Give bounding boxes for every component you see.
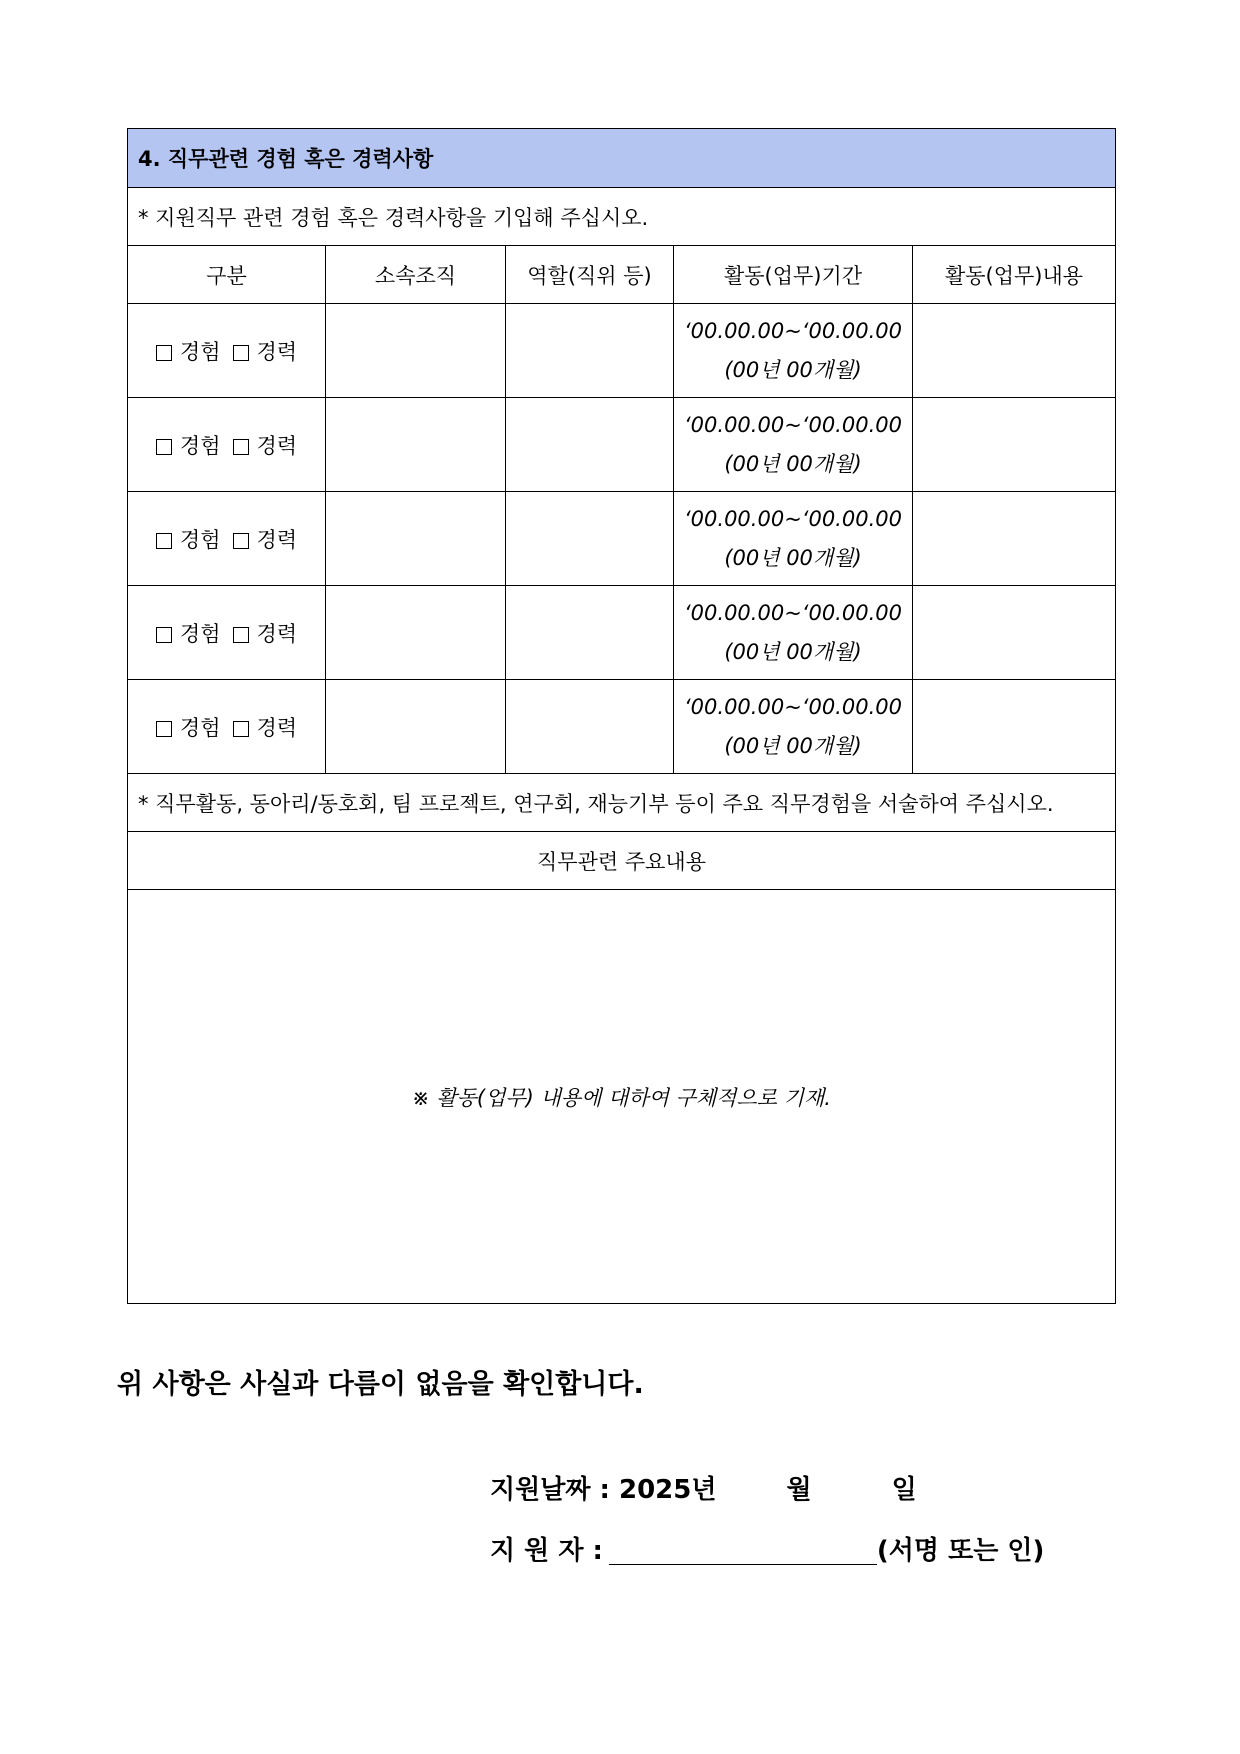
career-label: 경력 [256,527,298,552]
column-header-row [128,246,1116,304]
column-header-role: 역할(직위 등) [506,246,674,304]
period-cell[interactable] [674,492,913,586]
signature-field[interactable] [609,1536,877,1565]
experience-checkbox[interactable] [156,627,172,643]
applicant-signature-line [490,1530,1044,1567]
column-header-organization: 소속조직 [326,246,506,304]
career-label: 경력 [256,339,298,364]
period-duration: (00년 00개월) [724,733,862,758]
period-cell[interactable] [674,680,913,774]
column-header-type: 구분 [128,246,326,304]
confirmation-statement: 위 사항은 사실과 다름이 없음을 확인합니다. [117,1369,644,1400]
summary-placeholder: ※ 활동(업무) 내용에 대하여 구체적으로 기재. [412,1085,831,1110]
experience-label: 경험 [179,715,221,740]
organization-cell[interactable] [326,586,506,680]
period-range: ‘00.00.00~‘00.00.00 [684,506,902,531]
period-range: ‘00.00.00~‘00.00.00 [684,412,902,437]
organization-cell[interactable] [326,304,506,398]
table-row [128,398,1116,492]
experience-form-table [127,128,1116,1304]
career-checkbox[interactable] [233,721,249,737]
type-cell [128,492,326,586]
period-duration: (00년 00개월) [724,545,862,570]
organization-cell[interactable] [326,398,506,492]
organization-cell[interactable] [326,492,506,586]
date-label: 지원날짜 : [490,1475,610,1505]
type-cell [128,398,326,492]
organization-cell[interactable] [326,680,506,774]
period-cell[interactable] [674,304,913,398]
description-cell[interactable] [913,586,1116,680]
experience-checkbox[interactable] [156,345,172,361]
career-checkbox[interactable] [233,439,249,455]
table-row [128,680,1116,774]
type-cell [128,680,326,774]
experience-checkbox[interactable] [156,439,172,455]
experience-checkbox[interactable] [156,721,172,737]
column-header-period: 활동(업무)기간 [674,246,913,304]
table-row [128,586,1116,680]
application-date-line [490,1469,917,1506]
type-cell [128,304,326,398]
day-label: 일 [891,1475,917,1505]
period-duration: (00년 00개월) [724,451,862,476]
role-cell[interactable] [506,492,674,586]
month-label: 월 [786,1475,812,1505]
career-label: 경력 [256,715,298,740]
period-range: ‘00.00.00~‘00.00.00 [684,318,902,343]
career-checkbox[interactable] [233,533,249,549]
role-cell[interactable] [506,304,674,398]
role-cell[interactable] [506,680,674,774]
type-cell [128,586,326,680]
summary-header: 직무관련 주요내용 [128,832,1116,890]
period-duration: (00년 00개월) [724,639,862,664]
experience-label: 경험 [179,339,221,364]
signature-note: (서명 또는 인) [876,1536,1045,1566]
period-cell[interactable] [674,586,913,680]
career-label: 경력 [256,433,298,458]
description-cell[interactable] [913,680,1116,774]
section-instruction: * 지원직무 관련 경험 혹은 경력사항을 기입해 주십시오. [128,188,1116,246]
role-cell[interactable] [506,586,674,680]
experience-label: 경험 [179,433,221,458]
experience-label: 경험 [179,621,221,646]
description-cell[interactable] [913,492,1116,586]
experience-checkbox[interactable] [156,533,172,549]
period-range: ‘00.00.00~‘00.00.00 [684,694,902,719]
career-label: 경력 [256,621,298,646]
role-cell[interactable] [506,398,674,492]
description-cell[interactable] [913,304,1116,398]
summary-content-area[interactable] [128,890,1116,1304]
description-cell[interactable] [913,398,1116,492]
career-checkbox[interactable] [233,627,249,643]
period-cell[interactable] [674,398,913,492]
experience-label: 경험 [179,527,221,552]
applicant-label: 지 원 자 : [490,1536,603,1566]
period-duration: (00년 00개월) [724,357,862,382]
table-row [128,492,1116,586]
career-checkbox[interactable] [233,345,249,361]
period-range: ‘00.00.00~‘00.00.00 [684,600,902,625]
summary-instruction: * 직무활동, 동아리/동호회, 팀 프로젝트, 연구회, 재능기부 등이 주요 직무경험을 서술하여 주십시오. [128,774,1116,832]
year-value: 2025년 [618,1475,717,1505]
section-title: 4. 직무관련 경험 혹은 경력사항 [128,129,1116,188]
table-row [128,304,1116,398]
column-header-description: 활동(업무)내용 [913,246,1116,304]
